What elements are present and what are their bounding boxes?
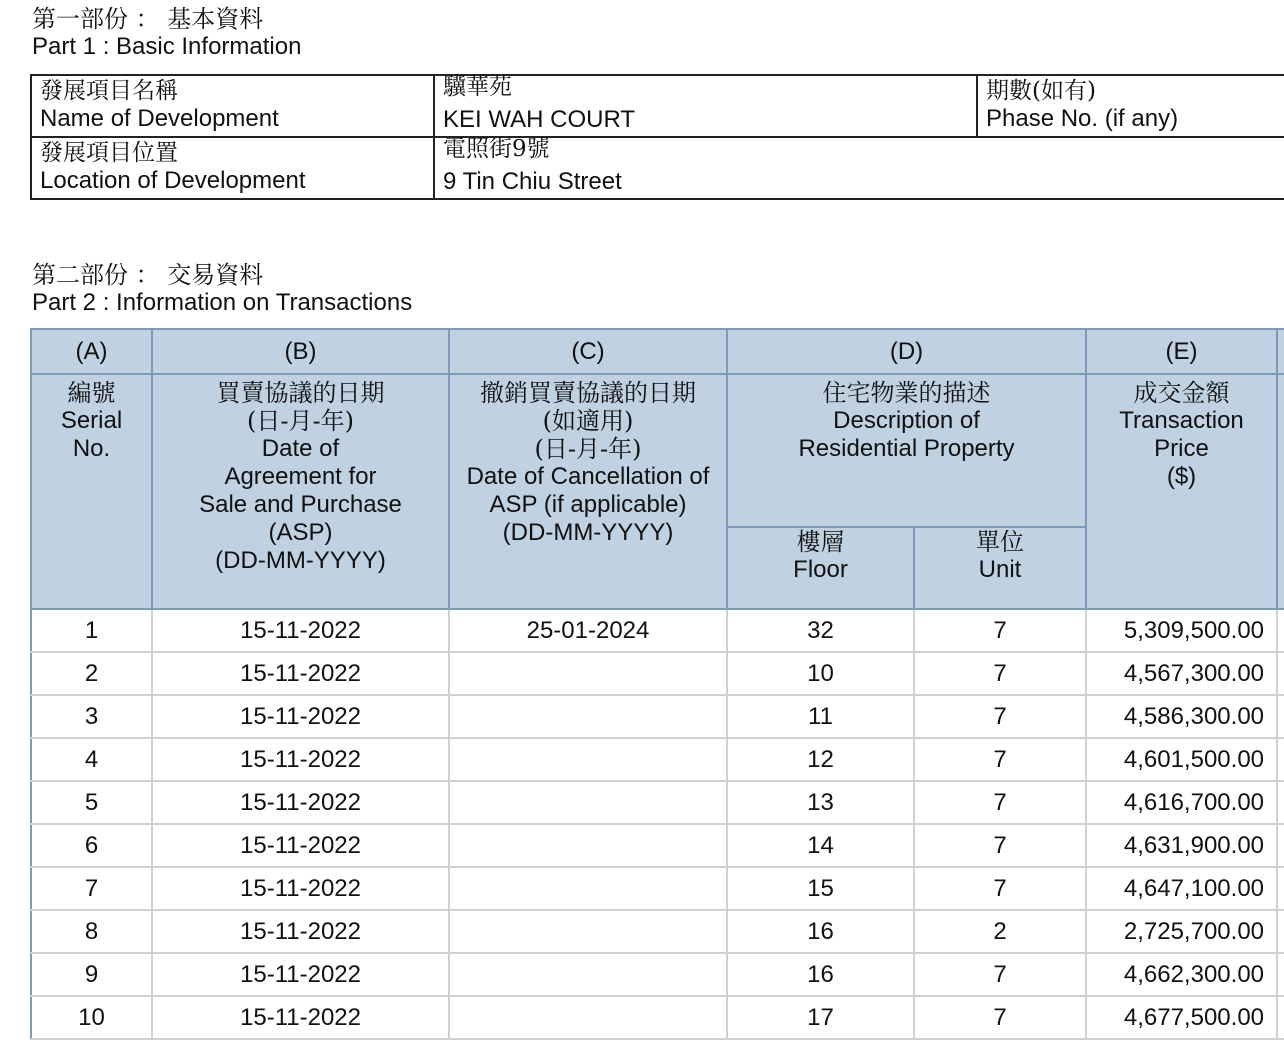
col-c-header [449, 374, 727, 609]
asp-date-cell: 15-11-2022 [152, 867, 449, 910]
part1-heading-en: Part 1 : Basic Information [32, 33, 302, 60]
col-e-en1: Transaction [1119, 407, 1244, 434]
table-row [31, 738, 1284, 781]
col-d-zh: 住宅物業的描述 [822, 379, 991, 407]
price-cell: 4,567,300.00 [1086, 652, 1277, 695]
part2-heading [32, 262, 412, 316]
transactions-table [30, 328, 1284, 1040]
table-row [31, 695, 1284, 738]
table-row [31, 824, 1284, 867]
phase-label-zh: 期數(如有) [986, 78, 1096, 104]
asp-date-cell: 15-11-2022 [152, 652, 449, 695]
floor-cell: 11 [727, 695, 914, 738]
extra-cell [1277, 738, 1284, 781]
col-a-header [31, 374, 152, 609]
table-row [31, 652, 1284, 695]
serial-cell: 2 [31, 652, 152, 695]
extra-cell [1277, 652, 1284, 695]
name-value-en: KEI WAH COURT [443, 106, 636, 133]
unit-header-zh: 單位 [976, 528, 1024, 557]
extra-cell [1277, 609, 1284, 652]
col-e-en3: ($) [1166, 463, 1197, 490]
table-row [31, 609, 1284, 652]
part1-heading-zh: 第一部份 ： 基本資料 [32, 5, 264, 33]
col-d-en1: Description of [833, 407, 980, 434]
extra-cell [1277, 996, 1284, 1039]
cancel-date-cell [449, 996, 727, 1039]
col-a-zh: 編號 [67, 379, 116, 407]
unit-cell: 2 [914, 910, 1086, 953]
col-a-en2: No. [72, 435, 111, 462]
col-c-en3: (DD-MM-YYYY) [502, 519, 674, 546]
col-b-en3: Sale and Purchase [199, 491, 402, 518]
col-b-en5: (DD-MM-YYYY) [215, 547, 386, 574]
price-cell: 4,662,300.00 [1086, 953, 1277, 996]
serial-cell: 1 [31, 609, 152, 652]
location-label-cell [31, 137, 434, 199]
floor-cell: 12 [727, 738, 914, 781]
location-value-en: 9 Tin Chiu Street [443, 168, 622, 195]
name-value-cell [434, 75, 977, 137]
asp-date-cell: 15-11-2022 [152, 738, 449, 781]
serial-cell: 3 [31, 695, 152, 738]
col-c-zh1: 撤銷買賣協議的日期 [480, 379, 696, 407]
floor-cell: 13 [727, 781, 914, 824]
serial-cell: 6 [31, 824, 152, 867]
unit-cell: 7 [914, 738, 1086, 781]
asp-date-cell: 15-11-2022 [152, 910, 449, 953]
price-cell: 4,647,100.00 [1086, 867, 1277, 910]
col-c-letter: (C) [449, 329, 727, 374]
unit-cell: 7 [914, 609, 1086, 652]
floor-cell: 10 [727, 652, 914, 695]
asp-date-cell: 15-11-2022 [152, 996, 449, 1039]
floor-cell: 16 [727, 910, 914, 953]
transactions-body [31, 609, 1284, 1039]
table-row [31, 781, 1284, 824]
col-b-en4: (ASP) [268, 519, 333, 546]
cancel-date-cell [449, 867, 727, 910]
cancel-date-cell [449, 910, 727, 953]
col-b-zh2: (日-月-年) [247, 407, 354, 435]
cancel-date-cell [449, 652, 727, 695]
col-c-zh3: (日-月-年) [534, 435, 642, 463]
col-b-letter: (B) [152, 329, 449, 374]
floor-header [727, 527, 914, 609]
col-a-letter: (A) [31, 329, 152, 374]
price-cell: 4,616,700.00 [1086, 781, 1277, 824]
price-cell: 4,601,500.00 [1086, 738, 1277, 781]
name-value-zh: 驥華苑 [443, 74, 512, 100]
column-letter-row [31, 329, 1284, 374]
table-row [31, 996, 1284, 1039]
serial-cell: 10 [31, 996, 152, 1039]
name-label-zh: 發展項目名稱 [40, 78, 178, 104]
unit-cell: 7 [914, 695, 1086, 738]
location-label-zh: 發展項目位置 [40, 140, 178, 166]
col-e-letter: (E) [1086, 329, 1277, 374]
floor-cell: 15 [727, 867, 914, 910]
cancel-date-cell [449, 953, 727, 996]
col-d-header [727, 374, 1086, 527]
col-c-en2: ASP (if applicable) [489, 491, 687, 518]
cancel-date-cell [449, 695, 727, 738]
cancel-date-cell [449, 781, 727, 824]
unit-cell: 7 [914, 824, 1086, 867]
floor-cell: 32 [727, 609, 914, 652]
col-b-en1: Date of [261, 435, 340, 462]
name-label-cell [31, 75, 434, 137]
extra-cell [1277, 867, 1284, 910]
location-label-en: Location of Development [40, 167, 306, 194]
development-location-row [31, 137, 1284, 199]
floor-cell: 16 [727, 953, 914, 996]
phase-cell [977, 75, 1284, 137]
serial-cell: 4 [31, 738, 152, 781]
price-cell: 2,725,700.00 [1086, 910, 1277, 953]
table-row [31, 953, 1284, 996]
part2-heading-zh: 第二部份 ： 交易資料 [32, 261, 264, 289]
asp-date-cell: 15-11-2022 [152, 953, 449, 996]
floor-header-zh: 樓層 [796, 528, 845, 557]
unit-cell: 7 [914, 953, 1086, 996]
part1-heading [32, 6, 301, 60]
extra-cell [1277, 824, 1284, 867]
column-description-row [31, 374, 1284, 527]
unit-cell: 7 [914, 781, 1086, 824]
price-cell: 5,309,500.00 [1086, 609, 1277, 652]
development-name-row [31, 75, 1284, 137]
phase-label-en: Phase No. (if any) [986, 105, 1179, 132]
unit-cell: 7 [914, 867, 1086, 910]
col-d-letter: (D) [727, 329, 1086, 374]
table-row [31, 867, 1284, 910]
serial-cell: 7 [31, 867, 152, 910]
col-f-letter [1277, 329, 1284, 374]
asp-date-cell: 15-11-2022 [152, 824, 449, 867]
floor-cell: 14 [727, 824, 914, 867]
name-label-en: Name of Development [40, 105, 279, 132]
col-a-en1: Serial [60, 407, 123, 434]
part2-heading-en: Part 2 : Information on Transactions [32, 289, 413, 316]
cancel-date-cell [449, 824, 727, 867]
col-e-zh: 成交金額 [1133, 379, 1230, 407]
location-value-zh: 電照街9號 [443, 136, 550, 162]
col-b-header [152, 374, 449, 609]
unit-header-en: Unit [978, 556, 1022, 584]
asp-date-cell: 15-11-2022 [152, 695, 449, 738]
unit-header [914, 527, 1086, 609]
col-e-header [1086, 374, 1277, 609]
serial-cell: 9 [31, 953, 152, 996]
price-cell: 4,631,900.00 [1086, 824, 1277, 867]
floor-cell: 17 [727, 996, 914, 1039]
extra-cell [1277, 781, 1284, 824]
cancel-date-cell: 25-01-2024 [449, 609, 727, 652]
location-value-cell [434, 137, 1284, 199]
basic-info-table [30, 74, 1284, 200]
floor-header-en: Floor [793, 556, 848, 584]
asp-date-cell: 15-11-2022 [152, 609, 449, 652]
unit-cell: 7 [914, 996, 1086, 1039]
col-c-en1: Date of Cancellation of [466, 463, 710, 490]
serial-cell: 5 [31, 781, 152, 824]
serial-cell: 8 [31, 910, 152, 953]
col-c-zh2: (如適用) [542, 407, 634, 435]
col-f-header [1277, 374, 1284, 609]
extra-cell [1277, 953, 1284, 996]
extra-cell [1277, 695, 1284, 738]
price-cell: 4,586,300.00 [1086, 695, 1277, 738]
col-d-en2: Residential Property [798, 435, 1015, 462]
extra-cell [1277, 910, 1284, 953]
price-cell: 4,677,500.00 [1086, 996, 1277, 1039]
col-b-en2: Agreement for [224, 463, 377, 490]
unit-cell: 7 [914, 652, 1086, 695]
col-b-zh1: 買賣協議的日期 [216, 379, 385, 407]
col-e-en2: Price [1154, 435, 1209, 462]
asp-date-cell: 15-11-2022 [152, 781, 449, 824]
cancel-date-cell [449, 738, 727, 781]
table-row [31, 910, 1284, 953]
